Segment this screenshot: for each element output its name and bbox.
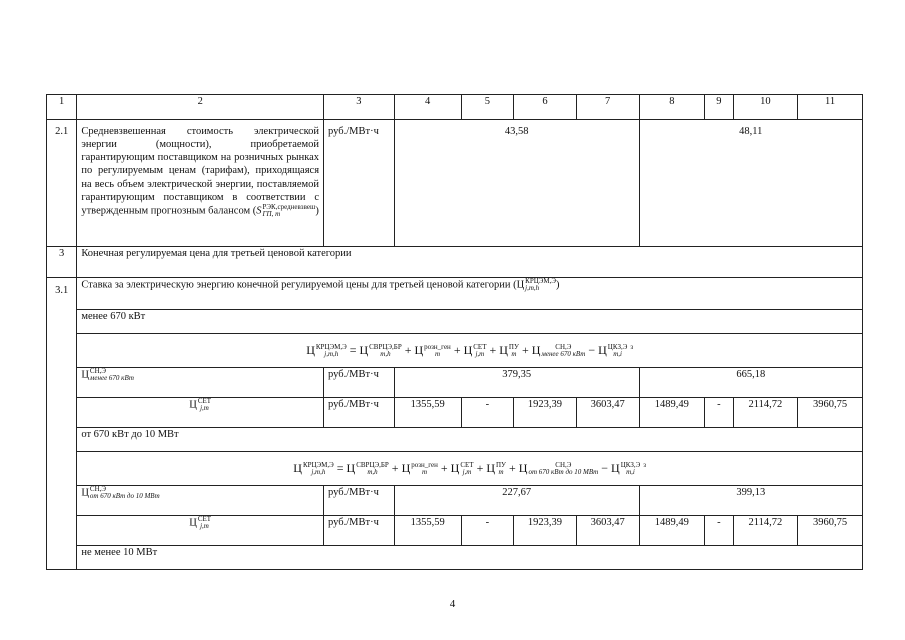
value-cell: 1489,49 <box>639 516 705 546</box>
rate-symbol: Ц СН,Э менее 670 кВт <box>77 368 324 398</box>
value-cell: 399,13 <box>639 486 863 516</box>
header-cell: 5 <box>461 95 514 120</box>
row-description: Средневзвешенная стоимость электрической энергии (мощности), приобретаемой гарантирующим поставщиком на розничных рынках по регулируемым ценам (тарифам), приходящаяся на весь объем электрической энергии, поставляемой гарантирующим поставщиком в соответствии с утвержденным прогнозным балансом (S РЭК,средневзвеш ГП, m ) <box>77 120 324 247</box>
unit-cell: руб./МВт·ч <box>324 368 395 398</box>
section-title: Ставка за электрическую энергию конечной регулируемой цены для третьей ценовой категории (Ц КРЦЭМ,Э j,m,h ) <box>77 278 863 310</box>
value-cell: 3603,47 <box>576 398 639 428</box>
value-cell: 3960,75 <box>798 398 863 428</box>
value-cell: - <box>461 516 514 546</box>
value-cell: 48,11 <box>639 120 863 247</box>
value-cell: 43,58 <box>394 120 639 247</box>
formula-row <box>47 452 863 486</box>
page-number: 4 <box>449 598 456 610</box>
value-cell: 2114,72 <box>733 398 798 428</box>
tariff-table <box>46 94 863 570</box>
description-text: Средневзвешенная стоимость электрической энергии (мощности), приобретаемой гарантирующим поставщиком на розничных рынках по регулируемым ценам (тарифам), приходящаяся на весь объем электрической энергии, поставляемой гарантирующим поставщиком в соответствии с утвержденным прогнозным балансом ( <box>81 126 320 217</box>
value-cell: 1489,49 <box>639 398 705 428</box>
symbol: Ц <box>516 279 525 291</box>
header-cell: 11 <box>798 95 863 120</box>
header-cell: 8 <box>639 95 705 120</box>
value-cell: 1355,59 <box>394 398 461 428</box>
rate-symbol: Ц СЕТ j,m <box>77 398 324 428</box>
header-cell: 3 <box>324 95 395 120</box>
row-2-1 <box>47 120 863 247</box>
set-rate-row <box>47 516 863 546</box>
value-cell: - <box>461 398 514 428</box>
row-number: 3 <box>47 247 77 278</box>
value-cell: 665,18 <box>639 368 863 398</box>
unit-cell: руб./МВт·ч <box>324 120 395 247</box>
header-cell: 6 <box>514 95 577 120</box>
rate-symbol: Ц СН,Э от 670 кВт до 10 МВт <box>77 486 324 516</box>
rate-symbol: Ц СЕТ j,m <box>77 516 324 546</box>
value-cell: 1923,39 <box>514 398 577 428</box>
group-title-row <box>47 546 863 570</box>
formula: Ц КРЦЭМ,Э j,m,h = Ц СВРЦЭ,БР m,h + Ц розн_ген m + Ц СЕТ j,m + Ц ПУ m + Ц СН,Э менее 670 кВт − Ц ЦКЗ,Э m,i $^з$ <box>77 334 863 368</box>
value-cell: 379,35 <box>394 368 639 398</box>
header-cell: 4 <box>394 95 461 120</box>
header-cell: 9 <box>705 95 733 120</box>
header-cell: 7 <box>576 95 639 120</box>
group-title: менее 670 кВт <box>77 310 863 334</box>
row-3 <box>47 247 863 278</box>
value-cell: - <box>705 516 733 546</box>
value-cell: 2114,72 <box>733 516 798 546</box>
unit-cell: руб./МВт·ч <box>324 486 395 516</box>
unit-cell: руб./МВт·ч <box>324 516 395 546</box>
row-number: 3.1 <box>47 278 77 570</box>
value-cell: 227,67 <box>394 486 639 516</box>
header-row <box>47 95 863 120</box>
sn-rate-row <box>47 486 863 516</box>
formula: Ц КРЦЭМ,Э j,m,h = Ц СВРЦЭ,БР m,h + Ц розн_ген m + Ц СЕТ j,m + Ц ПУ m + Ц СН,Э от 670 кВт до 10 МВт − Ц ЦКЗ,Э m,i $^з$ <box>77 452 863 486</box>
section-title: Конечная регулируемая цена для третьей ценовой категории <box>77 247 863 278</box>
symbol-indices: КРЦЭМ,Э j,m,h <box>525 277 557 292</box>
value-cell: 3960,75 <box>798 516 863 546</box>
formula-row <box>47 334 863 368</box>
group-title: от 670 кВт до 10 МВт <box>77 428 863 452</box>
group-title-row <box>47 428 863 452</box>
value-cell: 3603,47 <box>576 516 639 546</box>
value-cell: 1355,59 <box>394 516 461 546</box>
header-cell: 2 <box>77 95 324 120</box>
group-title-row <box>47 310 863 334</box>
set-rate-row <box>47 398 863 428</box>
value-cell: - <box>705 398 733 428</box>
symbol-indices: РЭК,средневзвеш ГП, m <box>262 202 316 218</box>
header-cell: 1 <box>47 95 77 120</box>
group-title: не менее 10 МВт <box>77 546 863 570</box>
sn-rate-row <box>47 368 863 398</box>
symbol: S <box>256 205 262 217</box>
unit-cell: руб./МВт·ч <box>324 398 395 428</box>
row-number: 2.1 <box>47 120 77 247</box>
row-3-1 <box>47 278 863 310</box>
header-cell: 10 <box>733 95 798 120</box>
value-cell: 1923,39 <box>514 516 577 546</box>
